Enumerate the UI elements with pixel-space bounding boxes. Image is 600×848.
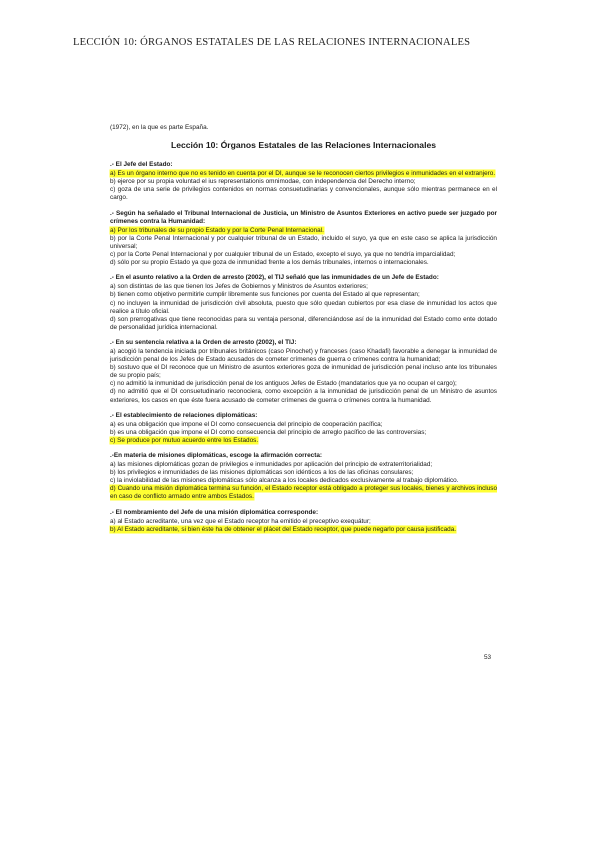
page-number: 53 [484,654,492,661]
question-text: .- El nombramiento del Jefe de una misión diplomática corresponde: [110,508,319,516]
question-list [110,161,497,534]
answer-text: d) Cuando una misión diplomática termina su función, el Estado receptor está obligado a proteger sus locales, bienes y archivos incluso en caso de conflicto armado entre ambos Estados. [110,485,497,501]
answer-text: d) no admitió que el DI consuetudinario reconociera, como excepción a la inmunidad de jurisdicción penal de un Ministro de asuntos exteriores, los casos en que éste fuera acusado de cometer crímenes de guerra o crímenes contra la humanidad. [110,388,497,404]
answer-option [110,300,497,316]
answer-text: a) Es un órgano interno que no es tenido en cuenta por el DI, aunque se le reconocen ciertos privilegios e inmunidades en el extranjero. [110,170,496,178]
answer-option [110,364,497,380]
question-text: .- En su sentencia relativa a la Orden de arresto (2002), el TIJ: [110,338,297,346]
answer-option-highlighted [110,526,497,534]
question-text: .- El establecimiento de relaciones diplomáticas: [110,411,258,419]
answer-text: b) ejerce por su propia voluntad el ius representationis omnimodae, con independencia del Derecho interno; [110,178,416,186]
answer-text: a) Por los tribunales de su propio Estado y por la Corte Penal Internacional. [110,226,324,234]
answer-text: b) sostuvo que el DI reconoce que un Ministro de asuntos exteriores goza de inmunidad de jurisdicción penal incluso ante los tribunales de su propio país; [110,364,497,380]
answer-text: d) sólo por su propio Estado ya que goza de inmunidad frente a los demás tribunales, internos o internacionales. [110,259,429,267]
answer-option [110,429,497,437]
answer-text: c) goza de una serie de privilegios contenidos en normas consuetudinarias y convencionales, aunque sólo mientras permanece en el cargo. [110,186,497,202]
question-text: .- En el asunto relativo a la Orden de arresto (2002), el TIJ señaló que las inmunidades de un Jefe de Estado: [110,274,439,282]
document-body [110,124,497,541]
question-block [110,274,497,332]
answer-option [110,380,497,388]
answer-text: a) acogió la tendencia iniciada por tribunales británicos (caso Pinochet) y franceses (caso Khadafi) favorable a denegar la inmunidad de jurisdicción penal de los Jefes de Estado acusados de cometer crímenes de guerra o crímenes contra la humanidad; [110,347,497,364]
answer-text: b) tienen como objetivo permitirle cumplir libremente sus funciones por cuenta del Estado al que representan; [110,291,420,299]
question-block [110,412,497,445]
question-block [110,210,497,268]
question-block [110,509,497,534]
question-block [110,339,497,405]
lesson-title: Lección 10: Órganos Estatales de las Relaciones Internacionales [170,140,437,151]
intro-text: (1972), en la que es parte España. [110,124,209,131]
answer-option [110,461,497,469]
answer-option [110,235,497,251]
answer-text: a) al Estado acreditante, una vez que el Estado receptor ha emitido el preceptivo exequátur; [110,517,371,525]
answer-text: c) no admitió la inmunidad de jurisdicción penal de los antiguos Jefes de Estado (mandatarios que ya no ocupan el cargo); [110,380,457,388]
answer-text: b) por la Corte Penal Internacional y por cualquier tribunal de un Estado, incluido el suyo, ya que en este caso se aplica la jurisdicción universal; [110,234,497,250]
answer-option [110,316,497,332]
question-block [110,452,497,502]
answer-option [110,259,497,267]
answer-option [110,283,497,291]
question-text: .-En materia de misiones diplomáticas, escoge la afirmación correcta: [110,452,323,459]
answer-option [110,186,497,202]
answer-text: c) no incluyen la inmunidad de jurisdicción civil absoluta, puesto que sólo quedan cubiertos por esa clase de inmunidad los actos que realice a título oficial. [110,299,497,315]
answer-option [110,178,497,186]
question-text: .- El Jefe del Estado: [110,161,173,169]
answer-text: c) por la Corte Penal Internacional y por cualquier tribunal de un Estado, excepto el suyo, ya que no tendría imparcialidad; [110,251,456,259]
answer-option [110,348,497,364]
answer-option [110,251,497,259]
answer-option-highlighted [110,485,497,501]
answer-option-highlighted [110,437,497,445]
answer-text: a) es una obligación que impone el DI como consecuencia del principio de cooperación pacífica; [110,420,383,428]
answer-text: b) Al Estado acreditante, si bien éste ha de obtener el plácet del Estado receptor, que puede negarlo por causa justificada. [110,525,457,533]
answer-option [110,388,497,404]
answer-text: a) las misiones diplomáticas gozan de privilegios e inmunidades por aplicación del principio de extraterritorialidad; [110,461,433,469]
answer-option-highlighted [110,170,497,178]
answer-text: b) los privilegios e inmunidades de las misiones diplomáticas son idénticos a los de las oficinas consulares; [110,469,414,477]
answer-option [110,291,497,299]
answer-option [110,518,497,526]
question-block [110,161,497,202]
answer-text: b) es una obligación que impone el DI como consecuencia del principio de arreglo pacífico de las controversias; [110,428,427,436]
running-header: LECCIÓN 10: ÓRGANOS ESTATALES DE LAS RELACIONES INTERNACIONALES [73,37,471,48]
answer-option [110,469,497,477]
question-text: .- Según ha señalado el Tribunal Internacional de Justicia, un Ministro de Asuntos Exteriores en activo puede ser juzgado por crímenes contra la Humanidad: [110,209,497,225]
answer-text: d) son prerrogativas que tiene reconocidas para su ventaja personal, diferenciándose así de la inmunidad del Estado como ente dotado de personalidad jurídica internacional. [110,315,497,331]
answer-text: a) son distintas de las que tienen los Jefes de Gobiernos y Ministros de Asuntos exteriores; [110,283,368,291]
answer-option [110,421,497,429]
answer-text: c) la inviolabilidad de las misiones diplomáticas sólo alcanza a los locales dedicados exclusivamente al trabajo diplomático. [110,477,459,485]
answer-text: c) Se produce por mutuo acuerdo entre los Estados. [110,436,259,444]
answer-option-highlighted [110,227,497,235]
